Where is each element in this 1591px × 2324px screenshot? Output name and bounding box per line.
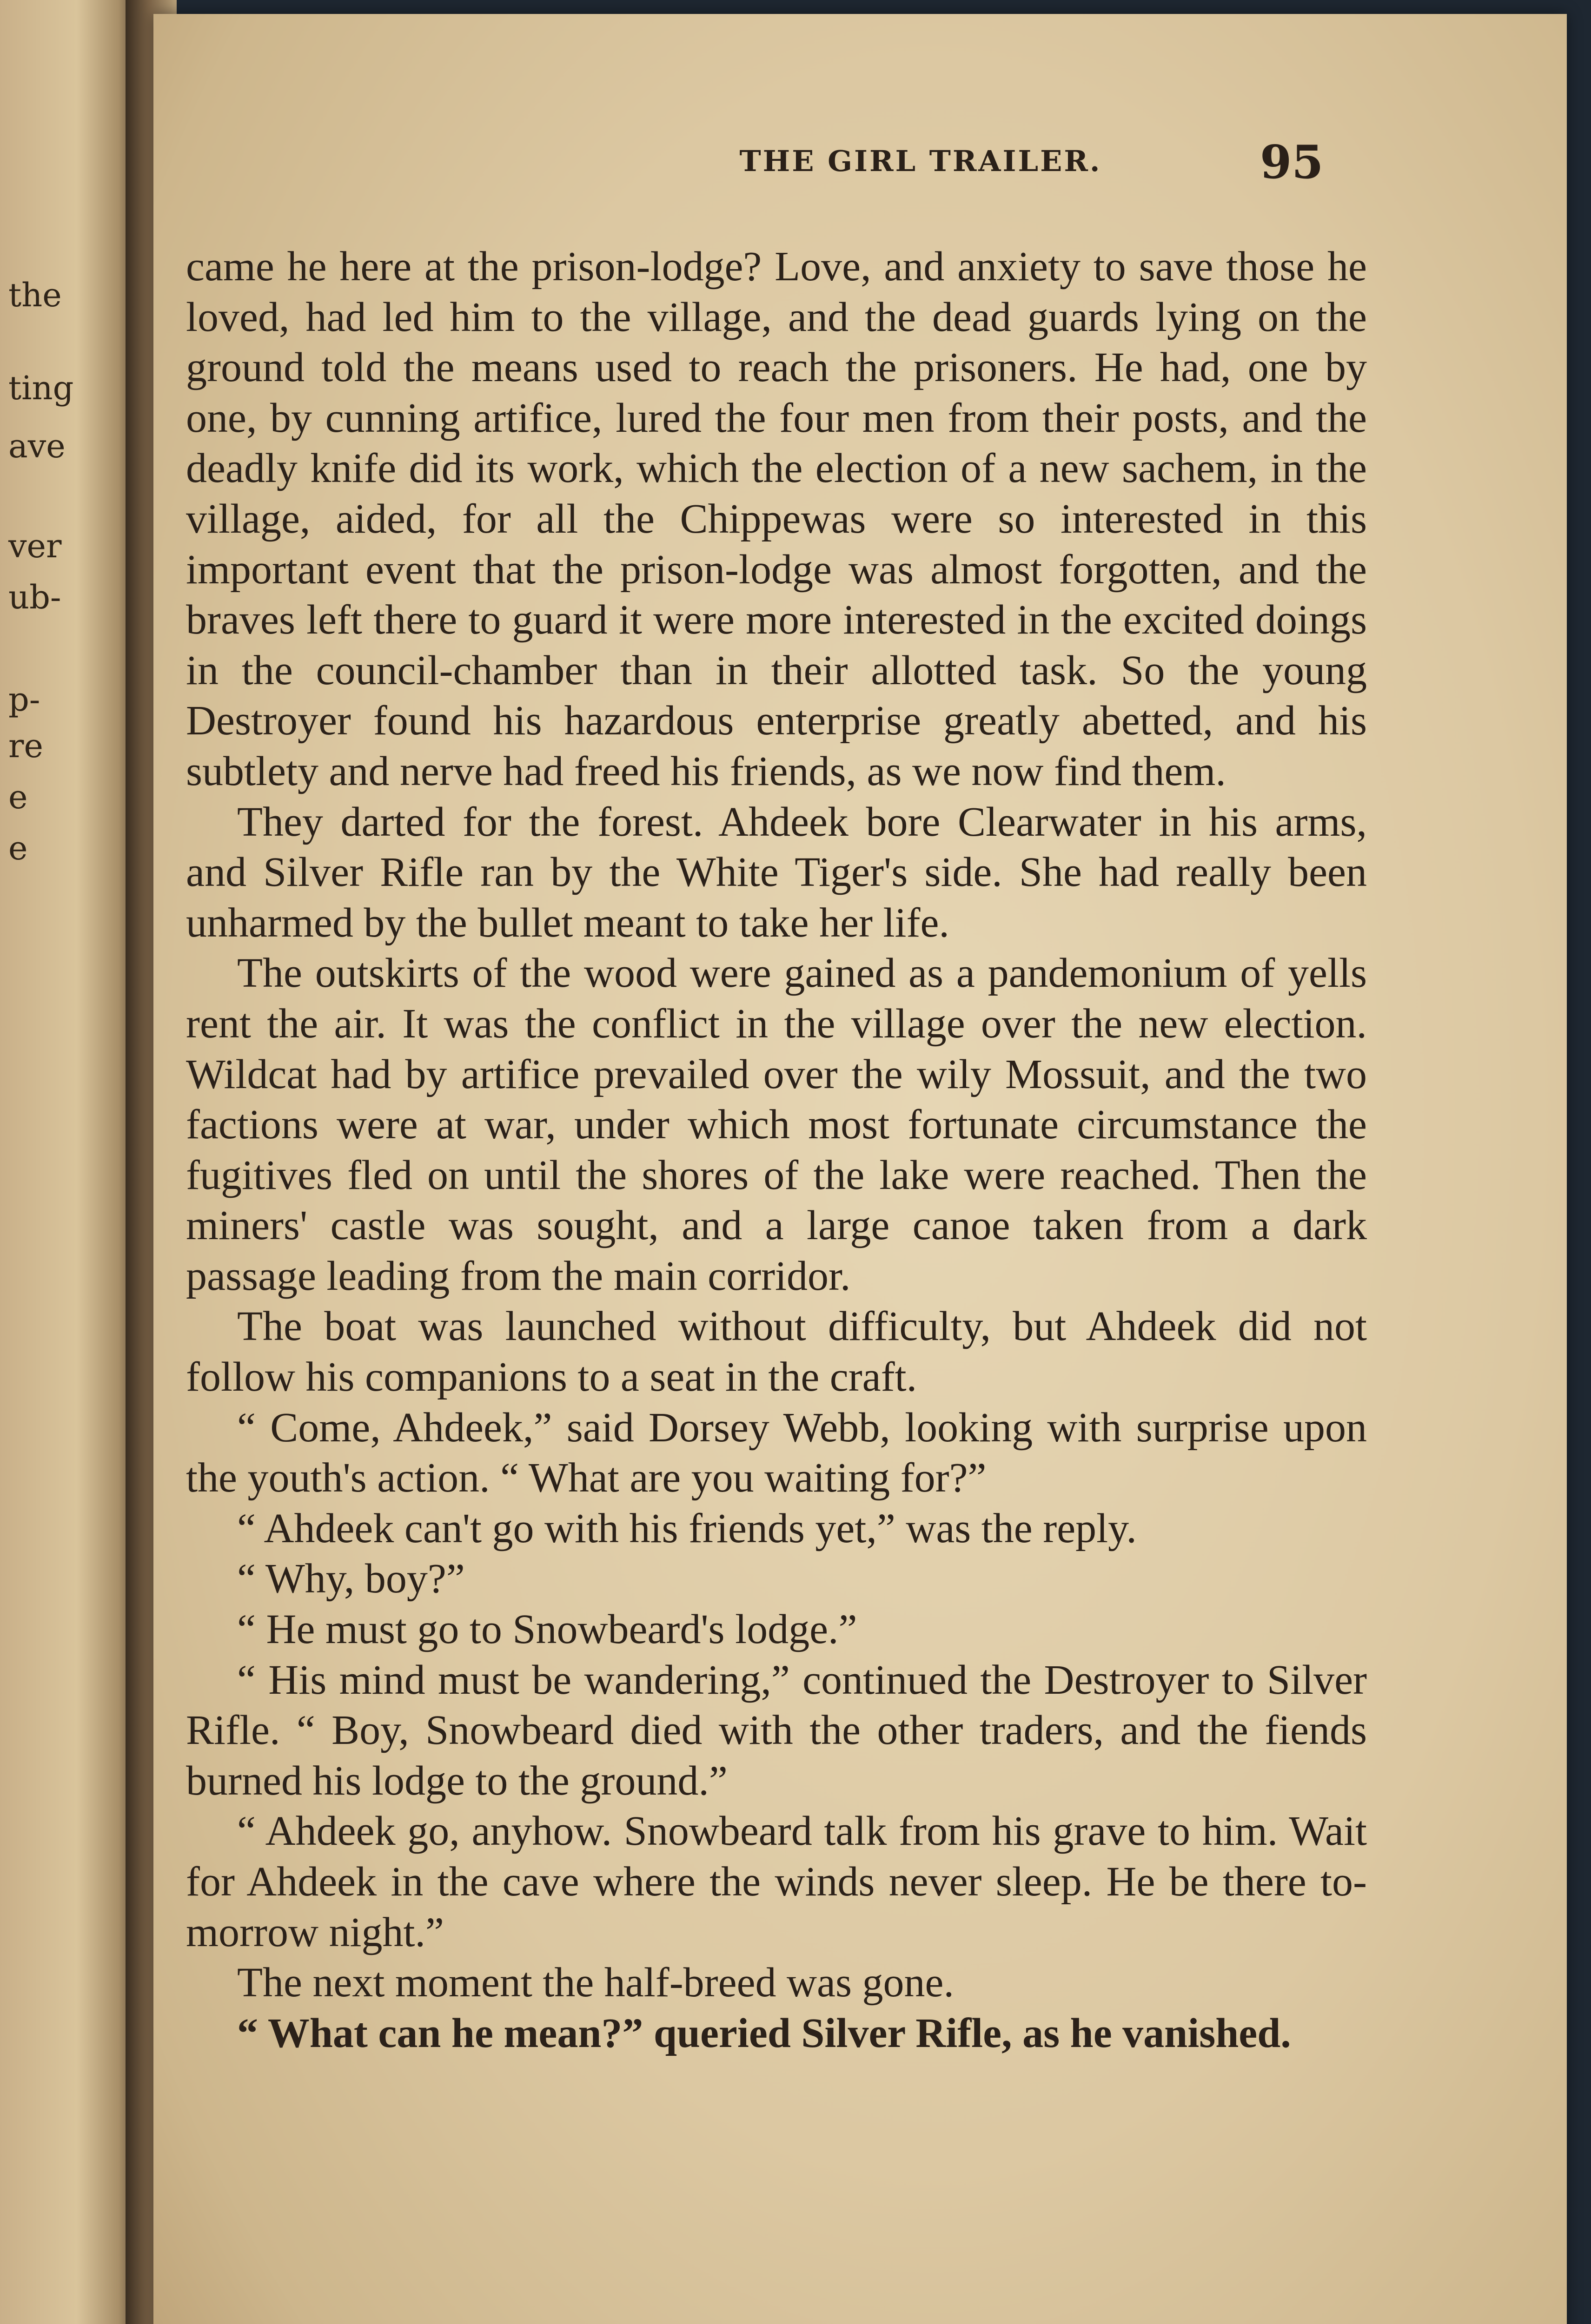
paragraph: The boat was launched without difficulty, but Ahdeek did not follow his companions to a seat in the craft. <box>186 1303 1367 1400</box>
paragraph: “ Ahdeek can't go with his friends yet,” was the reply. <box>237 1505 1137 1552</box>
paragraph: “ He must go to Snowbeard's lodge.” <box>237 1606 857 1653</box>
left-page-fragment: p- <box>8 680 40 719</box>
paragraph: “ What can he mean?” queried Silver Rifle, as he vanished. <box>237 2010 1291 2056</box>
left-page-fragment: e <box>8 778 28 816</box>
paragraph: “ His mind must be wandering,” continued the Destroyer to Silver Rifle. “ Boy, Snowbeard died with the other traders, and the fiends burned his lodge to the ground.” <box>186 1657 1367 1804</box>
paragraph: “ Ahdeek go, anyhow. Snowbeard talk from his grave to him. Wait for Ahdeek in the cave where the winds never sleep. He be there to-morrow night.” <box>186 1808 1367 1955</box>
paragraph: The outskirts of the wood were gained as a pandemonium of yells rent the air. It was the conflict in the village over the new election. Wildcat had by artifice prevailed over the wily Mossuit, and the two factions were at war, under which most fortunate circumstance the fugitives fled on until the shores of the lake were reached. Then the miners' castle was sought, and a large canoe taken from a dark passage leading from the main corridor. <box>186 950 1367 1299</box>
left-page-edge <box>0 0 139 2324</box>
page-text <box>186 242 1367 2059</box>
running-header: THE GIRL TRAILER. <box>739 144 1102 178</box>
paragraph: “ Why, boy?” <box>237 1556 465 1602</box>
left-page-fragment: ver <box>8 527 62 565</box>
left-page-fragment: ave <box>8 427 66 465</box>
paragraph: came he here at the prison-lodge? Love, and anxiety to save those he loved, had led him to the village, and the dead guards lying on the ground told the means used to reach the prisoners. He had, one by one, by cunning artifice, lured the four men from their posts, and the deadly knife did its work, which the election of a new sachem, in the village, aided, for all the Chippewas were so interested in this important event that the prison-lodge was almost forgotten, and the braves left there to guard it were more interested in the excited doings in the council-chamber than in their allotted task. So the young Destroyer found his hazardous enterprise greatly abetted, and his subtlety and nerve had freed his friends, as we now find them. <box>186 244 1367 794</box>
left-page-fragment: the <box>8 276 62 314</box>
left-page-fragment: re <box>8 727 43 765</box>
page-number: 95 <box>1260 136 1324 189</box>
paragraph: “ Come, Ahdeek,” said Dorsey Webb, looking with surprise upon the youth's action. “ What are you waiting for?” <box>186 1404 1367 1501</box>
left-page-fragment: e <box>8 829 28 867</box>
left-page-fragment: ub- <box>8 578 61 616</box>
paragraph: The next moment the half-breed was gone. <box>237 1960 954 2006</box>
left-page-fragment: ting <box>8 369 74 407</box>
paragraph: They darted for the forest. Ahdeek bore Clearwater in his arms, and Silver Rifle ran by the White Tiger's side. She had really been unharmed by the bullet meant to take her life. <box>186 799 1367 946</box>
right-page <box>153 14 1567 2324</box>
